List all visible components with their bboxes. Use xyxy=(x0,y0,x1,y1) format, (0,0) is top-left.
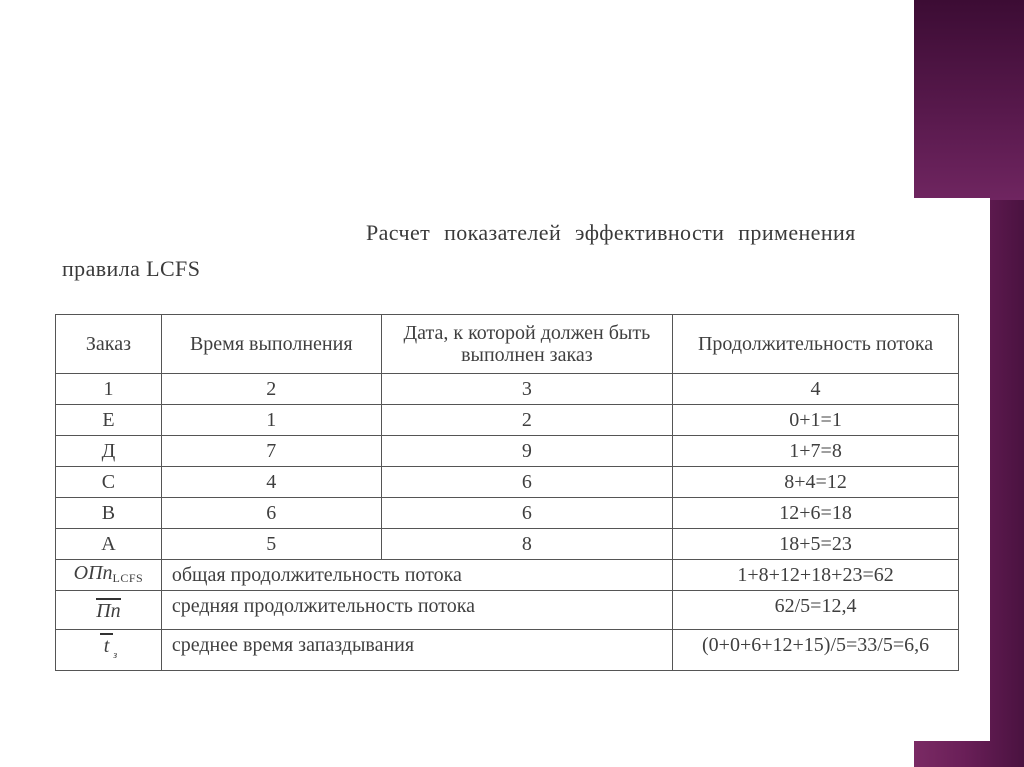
table-row xyxy=(56,529,959,560)
table-row xyxy=(56,498,959,529)
cell-time: 7 xyxy=(161,436,381,467)
cell-due: 6 xyxy=(381,498,673,529)
cell-order: B xyxy=(56,498,162,529)
decorative-side-band-top xyxy=(914,0,1024,200)
label-average-flow: средняя продолжительность потока xyxy=(161,591,672,630)
symbol-total-flow-subscript: LCFS xyxy=(112,570,144,585)
label-average-delay: среднее время запаздывания xyxy=(161,630,672,671)
page-title-line-1: Расчет показателей эффективности применения xyxy=(366,220,856,245)
cell-time: 4 xyxy=(161,467,381,498)
table-row xyxy=(56,405,959,436)
symbol-average-flow-main: Пп xyxy=(96,600,121,622)
value-average-flow: 62/5=12,4 xyxy=(673,591,959,630)
cell-flow: 8+4=12 xyxy=(673,467,959,498)
cell-flow: 18+5=23 xyxy=(673,529,959,560)
header-processing-time: Время выполнения xyxy=(161,315,381,374)
cell-order: 1 xyxy=(56,374,162,405)
cell-order: Д xyxy=(56,436,162,467)
cell-due: 2 xyxy=(381,405,673,436)
cell-due: 3 xyxy=(381,374,673,405)
symbol-total-flow-main: ОПп xyxy=(73,561,113,584)
cell-flow: 1+7=8 xyxy=(673,436,959,467)
cell-due: 9 xyxy=(381,436,673,467)
header-order: Заказ xyxy=(56,315,162,374)
cell-time: 2 xyxy=(161,374,381,405)
summary-row-total-flow xyxy=(56,560,959,591)
symbol-total-flow xyxy=(56,560,162,591)
summary-row-average-flow xyxy=(56,591,959,630)
lcfs-results-table xyxy=(55,314,959,671)
table-row xyxy=(56,436,959,467)
cell-time: 5 xyxy=(161,529,381,560)
header-flow-time: Продолжительность потока xyxy=(673,315,959,374)
cell-order: C xyxy=(56,467,162,498)
cell-flow: 0+1=1 xyxy=(673,405,959,436)
cell-order: A xyxy=(56,529,162,560)
cell-flow: 4 xyxy=(673,374,959,405)
summary-row-average-delay xyxy=(56,630,959,671)
header-due-date: Дата, к которой должен быть выполнен заказ xyxy=(381,315,673,374)
cell-flow: 12+6=18 xyxy=(673,498,959,529)
table-row xyxy=(56,467,959,498)
cell-order: E xyxy=(56,405,162,436)
table-header-row xyxy=(56,315,959,374)
cell-due: 6 xyxy=(381,467,673,498)
label-total-flow: общая продолжительность потока xyxy=(161,560,672,591)
cell-time: 6 xyxy=(161,498,381,529)
symbol-average-delay-main: t xyxy=(100,633,114,656)
symbol-average-delay xyxy=(56,630,162,671)
page-title-line-2: правила LCFS xyxy=(62,256,201,281)
table-row xyxy=(56,374,959,405)
symbol-average-flow xyxy=(56,591,162,630)
value-average-delay: (0+0+6+12+15)/5=33/5=6,6 xyxy=(673,630,959,671)
symbol-average-delay-subscript: з xyxy=(113,650,118,661)
value-total-flow: 1+8+12+18+23=62 xyxy=(673,560,959,591)
cell-due: 8 xyxy=(381,529,673,560)
cell-time: 1 xyxy=(161,405,381,436)
